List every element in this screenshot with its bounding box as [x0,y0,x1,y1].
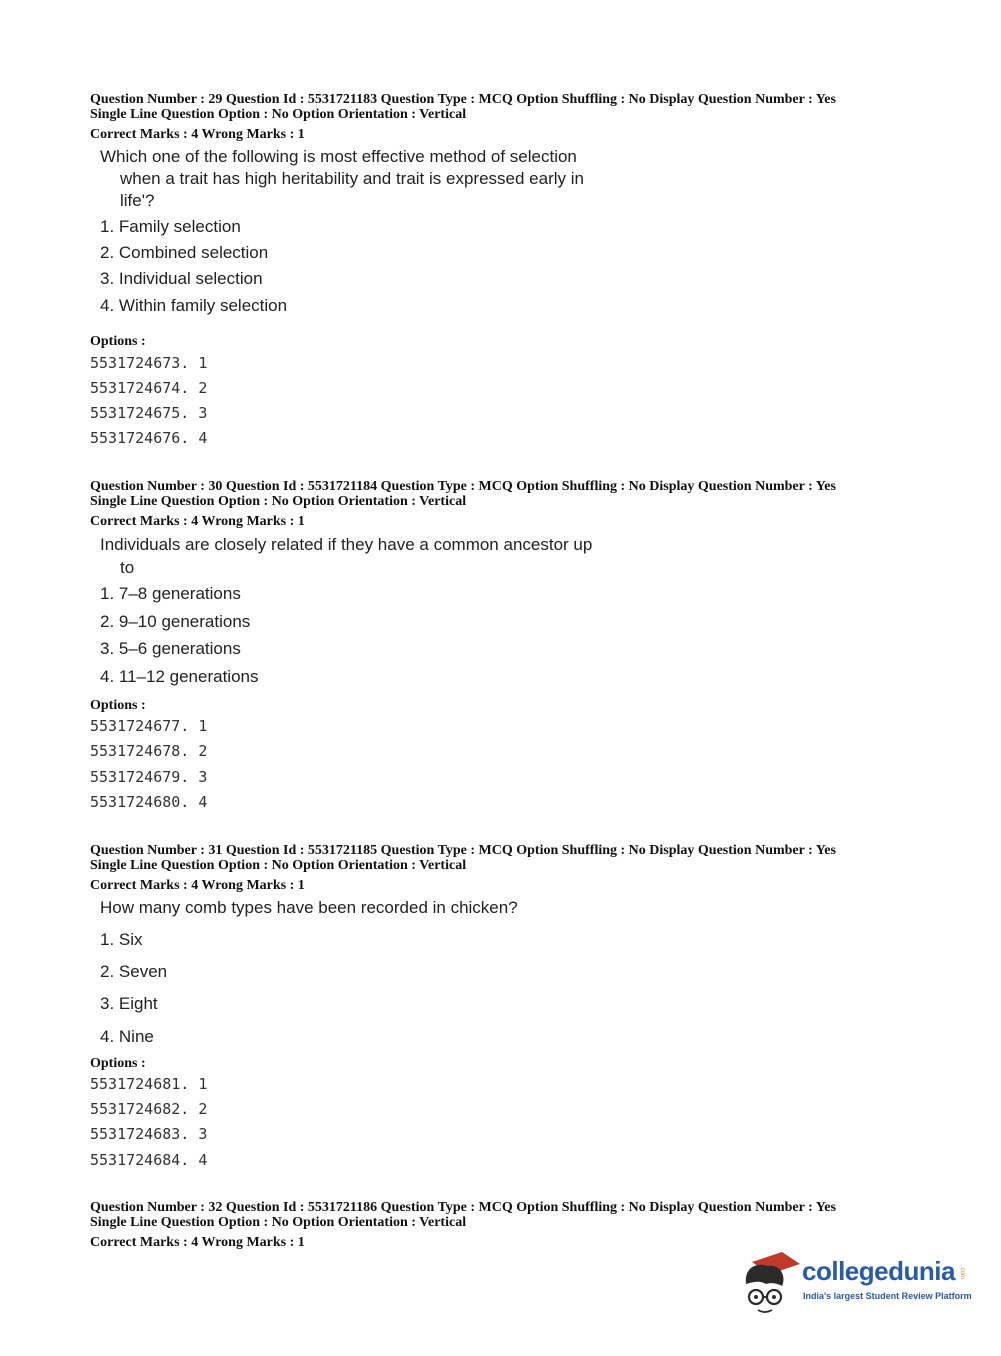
answer-choice: 1. 7–8 generations [100,584,241,603]
question-text-line: Which one of the following is most effective method of selection [100,147,577,166]
question-marks: Correct Marks : 4 Wrong Marks : 1 [90,127,305,142]
logo-tagline: India's largest Student Review Platform [803,1291,972,1301]
answer-choice: 2. 9–10 generations [100,612,251,631]
option-id: 5531724679. 3 [90,768,208,786]
question-text-line: when a trait has high heritability and trait is expressed early in [120,169,584,188]
question-meta-line1: Question Number : 32 Question Id : 5531721186 Question Type : MCQ Option Shuffling : No Display Question Number : Yes [90,1200,836,1215]
answer-choice: 4. Nine [100,1027,154,1046]
question-meta-line2: Single Line Question Option : No Option Orientation : Vertical [90,107,467,122]
question-meta-line1: Question Number : 29 Question Id : 5531721183 Question Type : MCQ Option Shuffling : No Display Question Number : Yes [90,92,836,107]
question-text-line: to [120,558,135,577]
logo-wordmark: collegedunia [802,1256,955,1286]
answer-choice: 3. Individual selection [100,269,263,288]
answer-choice: 4. 11–12 generations [100,667,259,686]
question-meta-line1: Question Number : 31 Question Id : 5531721185 Question Type : MCQ Option Shuffling : No Display Question Number : Yes [90,843,836,858]
question-text-line: Individuals are closely related if they have a common ancestor up [100,535,593,554]
option-id: 5531724680. 4 [90,793,208,811]
mascot-icon [742,1250,802,1316]
option-id: 5531724677. 1 [90,717,208,735]
options-label: Options : [90,334,146,349]
option-id: 5531724676. 4 [90,429,208,447]
answer-choice: 2. Combined selection [100,243,269,262]
question-marks: Correct Marks : 4 Wrong Marks : 1 [90,1235,305,1250]
logo-suffix: .com [959,1266,965,1280]
option-id: 5531724684. 4 [90,1151,208,1169]
question-meta-line2: Single Line Question Option : No Option Orientation : Vertical [90,494,467,509]
collegedunia-logo [742,1250,972,1316]
answer-choice: 1. Family selection [100,217,241,236]
question-meta-line1: Question Number : 30 Question Id : 5531721184 Question Type : MCQ Option Shuffling : No Display Question Number : Yes [90,479,836,494]
option-id: 5531724673. 1 [90,354,208,372]
answer-choice: 4. Within family selection [100,296,288,315]
question-meta-line2: Single Line Question Option : No Option Orientation : Vertical [90,1215,467,1230]
question-meta-line2: Single Line Question Option : No Option Orientation : Vertical [90,858,467,873]
answer-choice: 3. 5–6 generations [100,639,241,658]
question-text [100,533,592,579]
question-marks: Correct Marks : 4 Wrong Marks : 1 [90,878,305,893]
question-text-line: How many comb types have been recorded in chicken? [100,898,518,917]
question-text [100,898,518,918]
question-marks: Correct Marks : 4 Wrong Marks : 1 [90,514,305,529]
option-id: 5531724675. 3 [90,404,208,422]
options-label: Options : [90,1056,146,1071]
question-text [100,146,584,212]
option-id: 5531724682. 2 [90,1100,208,1118]
answer-choice: 1. Six [100,930,143,949]
options-label: Options : [90,698,146,713]
answer-choice: 2. Seven [100,962,168,981]
option-id: 5531724683. 3 [90,1125,208,1143]
question-text-line: life'? [120,191,155,210]
answer-choice: 3. Eight [100,994,158,1013]
option-id: 5531724681. 1 [90,1075,208,1093]
option-id: 5531724678. 2 [90,742,208,760]
option-id: 5531724674. 2 [90,379,208,397]
